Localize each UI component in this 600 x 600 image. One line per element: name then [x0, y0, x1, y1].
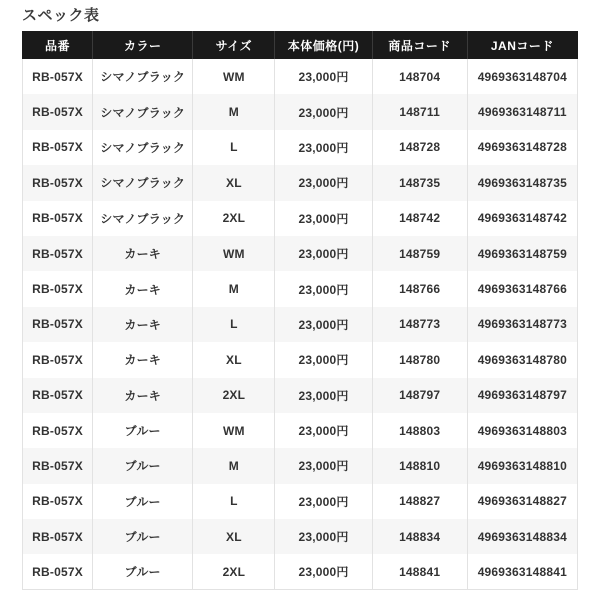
cell-jan-code: 4969363148797 — [467, 378, 577, 413]
cell-color: シマノブラック — [93, 201, 193, 236]
cell-product-code: 148728 — [372, 130, 467, 165]
col-header-color: カラー — [93, 31, 193, 59]
cell-item-no: RB-057X — [23, 448, 93, 483]
cell-size: WM — [193, 59, 275, 94]
cell-color: カーキ — [93, 236, 193, 271]
cell-jan-code: 4969363148704 — [467, 59, 577, 94]
cell-price: 23,000円 — [275, 201, 372, 236]
cell-price: 23,000円 — [275, 554, 372, 589]
cell-item-no: RB-057X — [23, 378, 93, 413]
cell-product-code: 148827 — [372, 484, 467, 519]
cell-product-code: 148759 — [372, 236, 467, 271]
cell-price: 23,000円 — [275, 130, 372, 165]
table-row — [23, 271, 578, 306]
cell-color: ブルー — [93, 519, 193, 554]
table-row — [23, 342, 578, 377]
table-row — [23, 307, 578, 342]
cell-price: 23,000円 — [275, 307, 372, 342]
cell-color: ブルー — [93, 484, 193, 519]
table-row — [23, 519, 578, 554]
cell-price: 23,000円 — [275, 59, 372, 94]
cell-jan-code: 4969363148711 — [467, 94, 577, 129]
cell-product-code: 148773 — [372, 307, 467, 342]
cell-item-no: RB-057X — [23, 271, 93, 306]
spec-table — [22, 31, 578, 590]
cell-size: M — [193, 94, 275, 129]
cell-price: 23,000円 — [275, 378, 372, 413]
col-header-price: 本体価格(円) — [275, 31, 372, 59]
cell-color: シマノブラック — [93, 94, 193, 129]
table-row — [23, 484, 578, 519]
cell-size: L — [193, 307, 275, 342]
cell-item-no: RB-057X — [23, 413, 93, 448]
cell-item-no: RB-057X — [23, 59, 93, 94]
cell-product-code: 148797 — [372, 378, 467, 413]
cell-jan-code: 4969363148834 — [467, 519, 577, 554]
spec-table-body — [23, 59, 578, 590]
cell-product-code: 148704 — [372, 59, 467, 94]
cell-item-no: RB-057X — [23, 165, 93, 200]
cell-size: L — [193, 130, 275, 165]
cell-product-code: 148803 — [372, 413, 467, 448]
cell-product-code: 148735 — [372, 165, 467, 200]
cell-product-code: 148711 — [372, 94, 467, 129]
table-row — [23, 413, 578, 448]
cell-item-no: RB-057X — [23, 554, 93, 589]
cell-item-no: RB-057X — [23, 130, 93, 165]
cell-product-code: 148766 — [372, 271, 467, 306]
page-title: スペック表 — [22, 7, 100, 24]
cell-color: カーキ — [93, 271, 193, 306]
cell-size: M — [193, 448, 275, 483]
cell-product-code: 148834 — [372, 519, 467, 554]
cell-jan-code: 4969363148827 — [467, 484, 577, 519]
table-row — [23, 236, 578, 271]
cell-size: XL — [193, 342, 275, 377]
cell-price: 23,000円 — [275, 271, 372, 306]
table-row — [23, 130, 578, 165]
cell-price: 23,000円 — [275, 236, 372, 271]
cell-size: XL — [193, 519, 275, 554]
cell-color: ブルー — [93, 554, 193, 589]
cell-color: シマノブラック — [93, 59, 193, 94]
cell-size: 2XL — [193, 378, 275, 413]
cell-price: 23,000円 — [275, 448, 372, 483]
cell-color: ブルー — [93, 448, 193, 483]
cell-size: WM — [193, 236, 275, 271]
cell-product-code: 148810 — [372, 448, 467, 483]
cell-item-no: RB-057X — [23, 201, 93, 236]
cell-jan-code: 4969363148773 — [467, 307, 577, 342]
cell-item-no: RB-057X — [23, 484, 93, 519]
cell-item-no: RB-057X — [23, 519, 93, 554]
cell-product-code: 148780 — [372, 342, 467, 377]
cell-item-no: RB-057X — [23, 236, 93, 271]
table-row — [23, 554, 578, 589]
cell-size: L — [193, 484, 275, 519]
cell-color: シマノブラック — [93, 130, 193, 165]
cell-size: 2XL — [193, 201, 275, 236]
cell-size: WM — [193, 413, 275, 448]
spec-table-header — [23, 31, 578, 59]
table-row — [23, 165, 578, 200]
table-row — [23, 94, 578, 129]
cell-size: M — [193, 271, 275, 306]
cell-color: ブルー — [93, 413, 193, 448]
cell-jan-code: 4969363148841 — [467, 554, 577, 589]
cell-color: カーキ — [93, 307, 193, 342]
cell-size: 2XL — [193, 554, 275, 589]
col-header-product-code: 商品コード — [372, 31, 467, 59]
table-row — [23, 378, 578, 413]
cell-jan-code: 4969363148735 — [467, 165, 577, 200]
cell-product-code: 148841 — [372, 554, 467, 589]
cell-jan-code: 4969363148766 — [467, 271, 577, 306]
cell-size: XL — [193, 165, 275, 200]
cell-jan-code: 4969363148803 — [467, 413, 577, 448]
cell-product-code: 148742 — [372, 201, 467, 236]
cell-jan-code: 4969363148759 — [467, 236, 577, 271]
col-header-jan-code: JANコード — [467, 31, 577, 59]
cell-color: カーキ — [93, 378, 193, 413]
cell-item-no: RB-057X — [23, 94, 93, 129]
cell-jan-code: 4969363148728 — [467, 130, 577, 165]
col-header-size: サイズ — [193, 31, 275, 59]
header-row — [23, 31, 578, 59]
cell-jan-code: 4969363148810 — [467, 448, 577, 483]
cell-price: 23,000円 — [275, 342, 372, 377]
table-row — [23, 201, 578, 236]
table-row — [23, 59, 578, 94]
cell-jan-code: 4969363148742 — [467, 201, 577, 236]
cell-price: 23,000円 — [275, 94, 372, 129]
cell-color: シマノブラック — [93, 165, 193, 200]
cell-price: 23,000円 — [275, 484, 372, 519]
col-header-item-no: 品番 — [23, 31, 93, 59]
cell-price: 23,000円 — [275, 413, 372, 448]
cell-price: 23,000円 — [275, 519, 372, 554]
table-row — [23, 448, 578, 483]
cell-color: カーキ — [93, 342, 193, 377]
cell-item-no: RB-057X — [23, 342, 93, 377]
cell-jan-code: 4969363148780 — [467, 342, 577, 377]
cell-item-no: RB-057X — [23, 307, 93, 342]
cell-price: 23,000円 — [275, 165, 372, 200]
